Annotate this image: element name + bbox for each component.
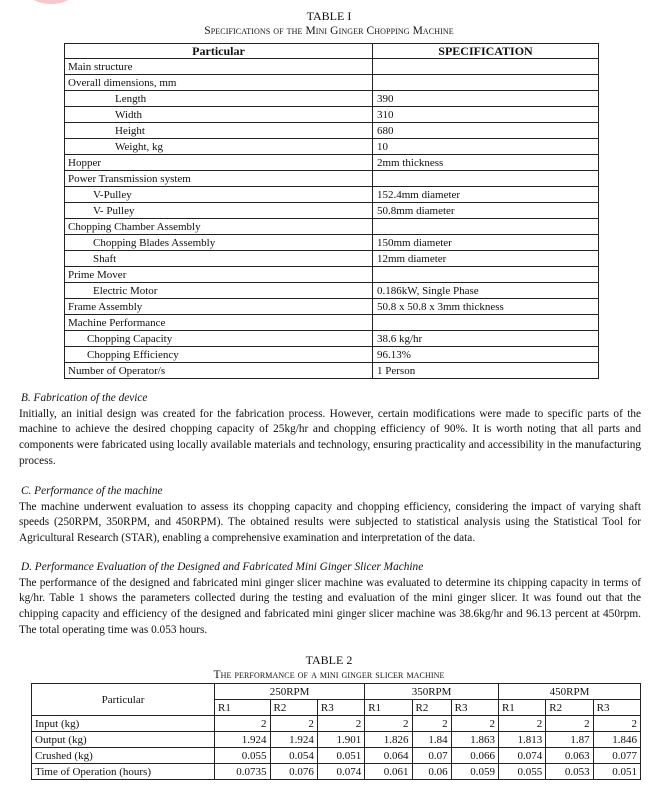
row-spec [373,219,599,235]
group-header: 250RPM [215,684,365,700]
table-row [65,219,599,235]
performance-table [31,683,641,780]
table-row [65,347,599,363]
row-particular: V-Pulley [65,187,373,203]
row-spec [373,171,599,187]
table-cell: 1.84 [412,732,451,748]
row-particular: Chopping Blades Assembly [65,235,373,251]
row-particular: Frame Assembly [65,299,373,315]
section-c-heading: C. Performance of the machine [21,485,163,497]
table-cell: 2 [317,716,364,732]
rep-header: R3 [317,700,364,716]
table-row [65,235,599,251]
row-particular: Chopping Capacity [65,331,373,347]
row-particular: Prime Mover [65,267,373,283]
row-particular: Electric Motor [65,283,373,299]
table-row [65,187,599,203]
row-spec [373,267,599,283]
rep-header: R1 [498,700,545,716]
table-cell: 1.87 [546,732,593,748]
table-row [32,732,641,748]
table-cell: 0.055 [498,764,545,780]
table-cell: 0.074 [317,764,364,780]
decorative-blob [28,0,74,4]
table2-title: TABLE 2 [305,653,353,667]
table-cell: 1.924 [270,732,317,748]
section-c [19,484,641,547]
header-particular: Particular [65,44,373,59]
rep-header: R2 [270,700,317,716]
row-spec: 1 Person [373,363,599,379]
section-b-heading: B. Fabrication of the device [21,392,148,404]
table-cell: 0.054 [270,748,317,764]
table-cell: 0.051 [317,748,364,764]
row-particular: V- Pulley [65,203,373,219]
table-cell: 2 [498,716,545,732]
row-particular: Hopper [65,155,373,171]
specification-table [64,43,599,379]
section-d-text: The performance of the designed and fabricated mini ginger slicer machine was evaluated to determine its chipping capacity in terms of kg/hr. Table 1 shows the parameters collected during the testing and evaluation of the mini ginger slicer. It was found out that the chipping capacity and efficiency of the designed and fabricated mini ginger slicer machine was 38.6kg/hr and 96.13 percent at 450rpm. The total operating time was 0.053 hours. [19,576,641,636]
row-label: Time of Operation (hours) [32,764,215,780]
row-particular: Height [65,123,373,139]
table-cell: 2 [270,716,317,732]
row-particular: Chopping Chamber Assembly [65,219,373,235]
table-cell: 2 [215,716,271,732]
row-spec: 2mm thickness [373,155,599,171]
table-cell: 0.074 [498,748,545,764]
section-d-heading: D. Performance Evaluation of the Designed and Fabricated Mini Ginger Slicer Machine [21,561,424,573]
table-cell: 0.0735 [215,764,271,780]
row-particular: Main structure [65,59,373,75]
table-row [32,748,641,764]
section-b [19,391,641,470]
table-cell: 0.06 [412,764,451,780]
table-row [65,315,599,331]
row-spec: 390 [373,91,599,107]
table-cell: 0.066 [451,748,498,764]
row-spec: 152.4mm diameter [373,187,599,203]
table-cell: 1.846 [593,732,640,748]
table-header-row [65,44,599,59]
table-header-row [32,684,641,700]
table-cell: 2 [593,716,640,732]
row-label: Output (kg) [32,732,215,748]
table-cell: 2 [365,716,412,732]
table-cell: 0.059 [451,764,498,780]
row-particular: Machine Performance [65,315,373,331]
table2-subtitle: The performance of a mini ginger slicer machine [213,669,445,681]
table-row [65,283,599,299]
row-spec: 12mm diameter [373,251,599,267]
table-cell: 0.053 [546,764,593,780]
table-cell: 0.064 [365,748,412,764]
row-spec [373,59,599,75]
table-row [65,299,599,315]
rep-header: R1 [215,700,271,716]
rep-header: R2 [546,700,593,716]
table-row [65,171,599,187]
group-header: 450RPM [498,684,640,700]
row-label: Input (kg) [32,716,215,732]
section-b-text: Initially, an initial design was created for the fabrication process. However, certain modifications were made to specific parts of the machine to achieve the desired chopping capacity of 25kg/hr and chopping efficiency of 90%. It is worth noting that all parts and components were fabricated using locally available materials and technology, ensuring practicality and accessibility in the manufacturing process. [19,407,641,467]
table-row [65,107,599,123]
row-particular: Weight, kg [65,139,373,155]
rep-header: R2 [412,700,451,716]
table-row [65,139,599,155]
table-cell: 2 [412,716,451,732]
table-cell: 0.051 [593,764,640,780]
table-cell: 2 [451,716,498,732]
row-spec: 680 [373,123,599,139]
table-row [65,363,599,379]
table-cell: 1.901 [317,732,364,748]
row-spec: 38.6 kg/hr [373,331,599,347]
rep-header: R3 [593,700,640,716]
table-row [65,91,599,107]
row-spec: 96.13% [373,347,599,363]
row-particular: Number of Operator/s [65,363,373,379]
row-spec: 50.8mm diameter [373,203,599,219]
table-cell: 0.076 [270,764,317,780]
row-spec: 310 [373,107,599,123]
table-row [65,331,599,347]
table-row [65,267,599,283]
row-spec: 0.186kW, Single Phase [373,283,599,299]
table-row [65,203,599,219]
table-cell: 0.063 [546,748,593,764]
row-particular: Chopping Efficiency [65,347,373,363]
section-c-text: The machine underwent evaluation to assess its chopping capacity and chopping efficiency, considering the impact of varying shaft speeds (250RPM, 350RPM, and 450RPM). The obtained results were subjected to statistical analysis using the Statistical Tool for Agricultural Research (STAR), enabling a comprehensive examination and interpretation of the data. [19,500,641,545]
table-row [65,155,599,171]
header-specification: SPECIFICATION [373,44,599,59]
table-cell: 0.07 [412,748,451,764]
table-cell: 2 [546,716,593,732]
table-row [65,123,599,139]
row-particular: Width [65,107,373,123]
table1-title: TABLE I [306,9,352,23]
section-d [19,560,641,639]
table-row [32,716,641,732]
row-spec [373,75,599,91]
table-cell: 1.826 [365,732,412,748]
row-label: Crushed (kg) [32,748,215,764]
table-cell: 1.863 [451,732,498,748]
table-row [65,59,599,75]
table1-subtitle: Specifications of the Mini Ginger Chopping Machine [204,25,454,37]
rep-header: R1 [365,700,412,716]
table-row [65,251,599,267]
row-spec: 150mm diameter [373,235,599,251]
table-cell: 0.061 [365,764,412,780]
header-particular: Particular [32,684,215,716]
row-spec: 10 [373,139,599,155]
table-cell: 1.813 [498,732,545,748]
table-row [65,75,599,91]
row-spec: 50.8 x 50.8 x 3mm thickness [373,299,599,315]
row-particular: Overall dimensions, mm [65,75,373,91]
row-particular: Length [65,91,373,107]
row-particular: Shaft [65,251,373,267]
table-cell: 1.924 [215,732,271,748]
row-spec [373,315,599,331]
table-cell: 0.055 [215,748,271,764]
row-particular: Power Transmission system [65,171,373,187]
group-header: 350RPM [365,684,499,700]
table-row [32,764,641,780]
table-cell: 0.077 [593,748,640,764]
rep-header: R3 [451,700,498,716]
